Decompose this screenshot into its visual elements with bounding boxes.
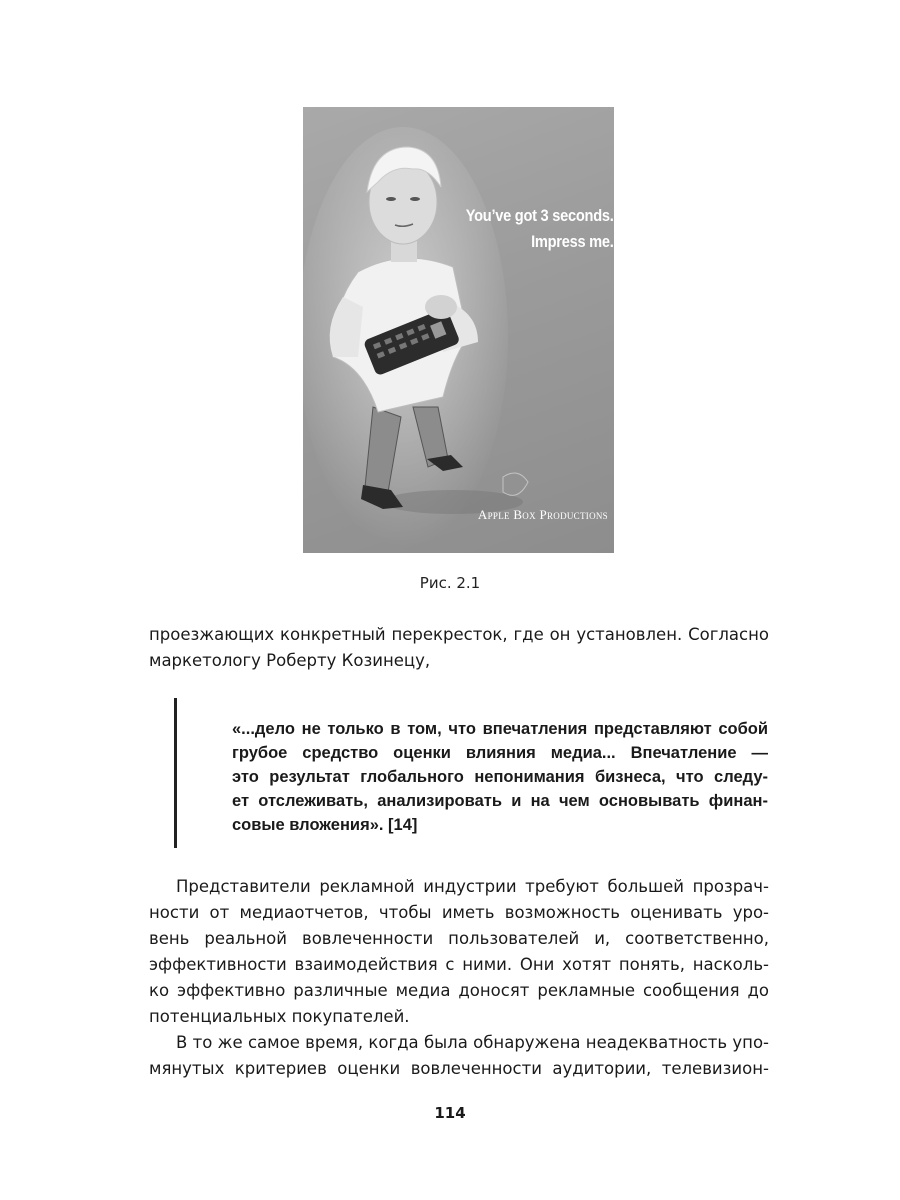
text-line: ко эффективно различные медиа доносят рекламные сообщения до: [149, 981, 769, 1000]
figure-caption: Рис. 2.1: [419, 574, 481, 592]
intro-paragraph: [149, 622, 769, 674]
text-line: потенциальных покупателей.: [149, 1007, 410, 1026]
text-line: Представители рекламной индустрии требуют большей прозрач-: [176, 877, 769, 896]
text-line: вень реальной вовлеченности пользователей и, соответственно,: [149, 929, 769, 948]
quote-line: «...дело не только в том, что впечатления представляют собой: [232, 720, 768, 738]
body-paragraph-1: [149, 874, 769, 1030]
boy-with-remote-illustration: [303, 107, 614, 553]
advertisement-figure: [303, 107, 614, 553]
quote-line: грубое средство оценки влияния медиа... Впечатление —: [232, 744, 768, 762]
quote-bar: [174, 698, 177, 848]
text-line: маркетологу Роберту Козинецу,: [149, 651, 431, 670]
block-quote: [232, 717, 768, 837]
text-line: проезжающих конкретный перекресток, где он установлен. Согласно: [149, 625, 769, 644]
quote-line: это результат глобального непонимания бизнеса, что следу-: [232, 768, 768, 786]
text-line: эффективности взаимодействия с ними. Они хотят понять, насколь-: [149, 955, 769, 974]
quote-line: совые вложения». [14]: [232, 816, 418, 834]
quote-line: ет отслеживать, анализировать и на чем основывать финан-: [232, 792, 768, 810]
page-number: 114: [434, 1104, 466, 1122]
ad-brand: Apple Box Productions: [477, 507, 608, 522]
ad-headline: [455, 203, 614, 255]
text-line: В то же самое время, когда была обнаружена неадекватность упо-: [176, 1033, 769, 1052]
ad-headline-line: Impress me.: [531, 232, 614, 251]
text-line: ности от медиаотчетов, чтобы иметь возможность оценивать уро-: [149, 903, 769, 922]
text-line: мянутых критериев оценки вовлеченности аудитории, телевизион-: [149, 1059, 769, 1078]
ad-headline-line: You’ve got 3 seconds.: [465, 206, 614, 225]
body-paragraph-2: [149, 1030, 769, 1082]
